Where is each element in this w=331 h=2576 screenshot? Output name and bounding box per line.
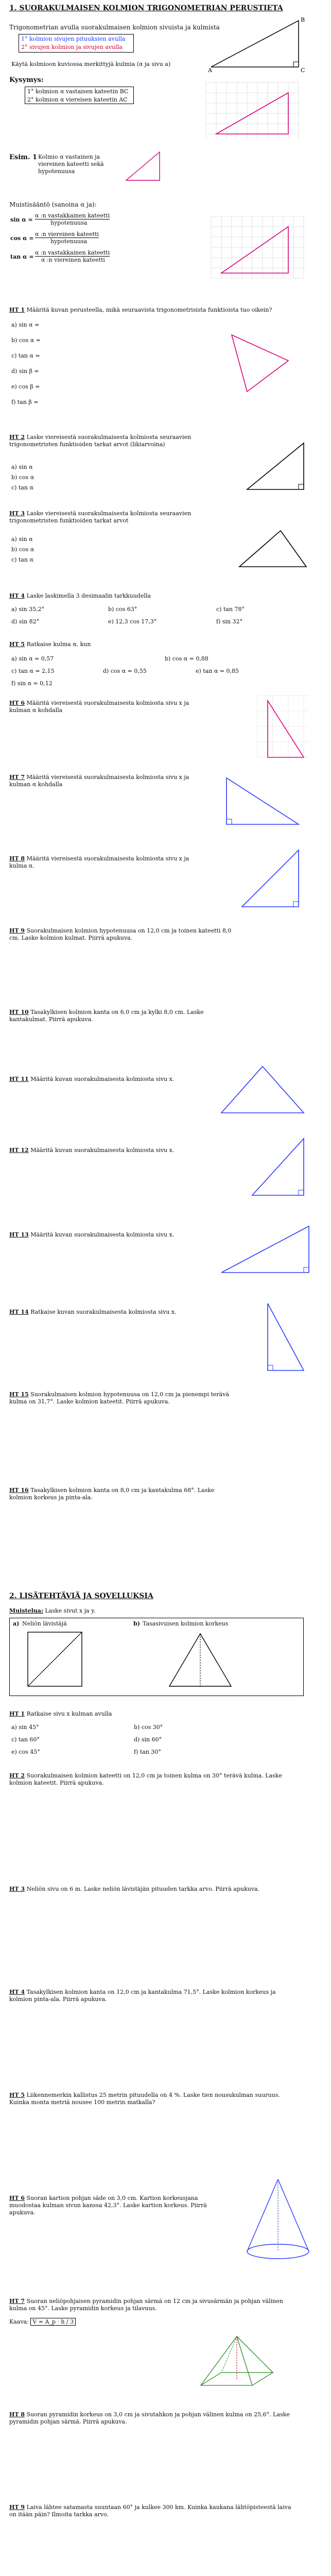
fig-a-label: a): [13, 1620, 20, 1627]
s2-task-5-text: Liikennemerkin kallistus 25 metrin pituudella on 4 %. Laske tien nousukulman suuruus. Kuinka monta metriä nousee 100 metrin matkalla?: [9, 2092, 280, 2106]
cos-numerator: α :n viereinen kateetti: [35, 231, 99, 238]
task-7-head: HT 7: [9, 774, 25, 781]
task-11-text: Määritä kuvan suorakulmaisesta kolmiosta sivu x.: [30, 1076, 175, 1082]
sin-label: sin α =: [10, 216, 33, 223]
task-14-triangle-figure: [257, 1298, 314, 1376]
task-15: [9, 1391, 236, 1405]
volume-formula-line: [9, 2318, 76, 2325]
task-10-text: Tasakylkisen kolmion kanta on 6,0 cm ja kylki 8,0 cm. Laske kantakulmat. Piirrä apukuva.: [9, 1009, 204, 1023]
task-2-item-b: b) cos α: [11, 474, 34, 481]
intro-box: [19, 34, 134, 53]
task-1-item-b: b) cos α =: [11, 337, 41, 344]
task-1-head: HT 1: [9, 307, 25, 313]
task-5: [9, 641, 91, 648]
muistelua-line: [9, 1607, 95, 1615]
s2-task-6-text: Suoran kartion pohjan säde on 3,0 cm. Kartion korkeusjana muodostaa kulman sivun kanssa 42,3°. Laske kartion korkeus. Piirrä apukuva.: [9, 2195, 207, 2216]
task-2-item-a: a) sin α: [11, 464, 33, 470]
kysymys-label: Kysymys:: [9, 76, 44, 84]
formula-block: [10, 212, 144, 269]
task-4-item-b: b) cos 63°: [108, 606, 137, 613]
task-14-text: Ratkaise kuvan suorakulmaisesta kolmiosta sivu x.: [30, 1309, 177, 1315]
task-8-text: Määritä viereisestä suorakulmaisesta kolmiosta sivu x ja kulma α.: [9, 855, 189, 869]
task-11-triangle-figure: [216, 1061, 314, 1118]
s2-task-6-head: HT 6: [9, 2195, 25, 2201]
task-6-head: HT 6: [9, 700, 25, 706]
task-2-triangle-figure: [242, 438, 314, 495]
esim-text: Kolmio α vastainen ja viereinen kateetti sekä hypotenuusa: [38, 154, 104, 175]
svg-text:B: B: [301, 16, 305, 23]
s2-task-1-item-e: e) cos 45°: [11, 1749, 40, 1755]
s2-task-1-item-b: b) cos 30°: [134, 1724, 163, 1731]
s2-task-4: [9, 1989, 298, 2003]
cone-figure: [242, 2174, 319, 2267]
task-15-text: Suorakulmaisen kolmion hypotenuusa on 12,0 cm ja pienempi terävä kulma on 31,7°. Laske kolmion kateetit. Piirrä apukuva.: [9, 1391, 230, 1405]
section-1-title: 1. SUORAKULMAISEN KOLMION TRIGONOMETRIAN PERUSTIETA: [9, 4, 283, 12]
task-5-item-f: f) sin α = 0,12: [11, 680, 53, 687]
note-line: Käytä kolmioon kuviossa merkittyjä kulmia (α ja sivu a): [11, 61, 171, 67]
task-4-item-f: f) sin 32°: [216, 618, 243, 625]
intro-box-line2: 2° sivujen kolmion ja sivujen avulla: [21, 43, 123, 50]
task-1-text: Määritä kuvan perusteella, mikä seuraavista trigonometrisista funktioista tuo oikein?: [26, 307, 272, 313]
cos-denominator: hypotenuusa: [50, 238, 88, 245]
task-14: [9, 1309, 205, 1316]
task-5-item-c: c) tan α = 2,15: [11, 668, 55, 674]
task-16: [9, 1487, 236, 1501]
task-5-item-a: a) sin α = 0,57: [11, 655, 54, 662]
task-12: [9, 1147, 205, 1154]
volume-formula-label: Kaava:: [9, 2318, 29, 2325]
task-12-head: HT 12: [9, 1147, 29, 1154]
task-4-item-c: c) tan 78°: [216, 606, 245, 613]
task-8: [9, 855, 205, 870]
tan-denominator: α :n viereinen kateetti: [41, 257, 105, 263]
task-16-text: Tasakylkisen kolmion kanta on 8,0 cm ja kantakulma 68°. Laske kolmion korkeus ja pinta-ala.: [9, 1487, 215, 1501]
s2-task-1-text: Ratkaise sivu x kulman avulla: [26, 1710, 112, 1717]
task-3-item-c: c) tan α: [11, 556, 33, 563]
s2-task-2-head: HT 2: [9, 1772, 25, 1779]
task-5-item-d: d) cos α = 0,55: [103, 668, 147, 674]
task-9-head: HT 9: [9, 927, 25, 934]
s2-task-9-text: Laiva lähtee satamasta suuntaan 60° ja kulkee 300 km. Kuinka kaukana lähtöpisteestä laiva on itään päin? Ilmoita tarkka arvo.: [9, 2504, 291, 2518]
s2-task-4-head: HT 4: [9, 1989, 25, 1995]
sin-denominator: hypotenuusa: [50, 219, 88, 226]
task-3-item-b: b) cos α: [11, 546, 34, 553]
volume-formula: V = A_p · h / 3: [30, 2318, 76, 2326]
pyramid-figure: [196, 2334, 283, 2396]
esim-triangle-figure: [124, 149, 165, 185]
task-2-head: HT 2: [9, 434, 25, 440]
task-2-item-c: c) tan α: [11, 484, 33, 491]
intro-box-line1: 1° kolmion sivujen pituuksien avulla: [21, 36, 126, 42]
fig-b-label: b): [133, 1620, 140, 1627]
s2-task-1-item-c: c) tan 60°: [11, 1736, 40, 1743]
svg-text:A: A: [208, 67, 212, 74]
s2-task-7-head: HT 7: [9, 2298, 25, 2304]
task-12-triangle-figure: [242, 1133, 314, 1200]
task-1-triangle-figure: [227, 330, 299, 397]
task-10-head: HT 10: [9, 1009, 29, 1015]
task-1-item-d: d) sin β =: [11, 368, 39, 375]
task-8-head: HT 8: [9, 855, 25, 862]
task-1-item-c: c) tan α =: [11, 352, 40, 359]
fig-a-caption: Neliön lävistäjä: [22, 1620, 67, 1627]
task-1-item-e: e) cos β =: [11, 383, 40, 390]
tan-label: tan α =: [10, 253, 34, 260]
s2-task-1-head: HT 1: [9, 1710, 25, 1717]
muistelua-text: Laske sivut x ja y.: [45, 1607, 96, 1614]
task-15-head: HT 15: [9, 1391, 29, 1398]
svg-text:C: C: [301, 67, 305, 74]
task-7: [9, 774, 205, 788]
task-8-triangle-figure: [232, 845, 309, 912]
task-14-head: HT 14: [9, 1309, 29, 1315]
s2-task-9-head: HT 9: [9, 2504, 25, 2511]
task-3-head: HT 3: [9, 510, 25, 517]
task-2: [9, 434, 236, 448]
task-13-head: HT 13: [9, 1231, 29, 1238]
fig-b-caption: Tasasivuisen kolmion korkeus: [143, 1620, 229, 1627]
tan-numerator: α :n vastakkainen kateetti: [35, 249, 110, 256]
s2-task-1-item-d: d) sin 60°: [134, 1736, 162, 1743]
task-11: [9, 1076, 205, 1083]
task-1: [9, 307, 272, 314]
muistelua-label: Muistelua:: [9, 1607, 43, 1614]
task-13-text: Määritä kuvan suorakulmaisesta kolmiosta sivu x.: [30, 1231, 175, 1238]
s2-task-1-item-f: f) tan 30°: [134, 1749, 161, 1755]
cos-label: cos α =: [10, 235, 34, 242]
task-10: [9, 1009, 236, 1023]
s2-task-6: [9, 2195, 225, 2216]
task-4-item-e: e) 12,3 cos 17,3°: [108, 618, 157, 625]
s2-task-5: [9, 2092, 298, 2106]
task-1-item-f: f) tan β =: [11, 399, 39, 405]
kysymys-box: [25, 87, 134, 104]
s2-task-3-head: HT 3: [9, 1886, 25, 1892]
task-6-text: Määritä viereisestä suorakulmaisesta kolmiosta sivu x ja kulman α kohdalla: [9, 700, 189, 714]
task-5-head: HT 5: [9, 641, 25, 648]
task-7-triangle-figure: [221, 773, 309, 829]
s2-task-1-item-a: a) sin 45°: [11, 1724, 39, 1731]
s2-task-3-text: Neliön sivu on 6 m. Laske neliön lävistäjän pituuden tarkka arvo. Piirrä apukuva.: [26, 1886, 260, 1892]
task-5-text: Ratkaise kulma α, kun: [26, 641, 91, 648]
task-4-text: Laske laskimella 3 desimaalin tarkkuudella: [26, 592, 151, 599]
section-2-title: 2. LISÄTEHTÄVIÄ JA SOVELLUKSIA: [9, 1592, 153, 1600]
muistelua-box: [9, 1618, 304, 1696]
s2-task-3: [9, 1886, 298, 1893]
task-13: [9, 1231, 205, 1239]
s2-task-8-head: HT 8: [9, 2411, 25, 2418]
s2-task-1: [9, 1710, 112, 1718]
sin-numerator: α :n vastakkainen kateetti: [35, 212, 110, 219]
task-3-item-a: a) sin α: [11, 536, 33, 543]
task-4-head: HT 4: [9, 592, 25, 599]
task-5-item-e: e) tan α = 0,85: [196, 668, 239, 674]
task-1-item-a: a) sin α =: [11, 321, 40, 328]
task-6-triangle-figure: [257, 696, 314, 768]
task-6: [9, 700, 195, 714]
muistisaanto-label: Muistisääntö (sanoina α ja):: [9, 201, 97, 208]
task-9: [9, 927, 236, 942]
s2-task-8-text: Suoran pyramidin korkeus on 3,0 cm ja sivutahkon ja pohjan välinen kulma on 25,6°. Laske pyramidin pohjan särmä. Piirrä apukuva.: [9, 2411, 290, 2425]
s2-task-9: [9, 2504, 298, 2518]
s2-task-2-text: Suorakulmaisen kolmion kateetti on 12,0 cm ja toinen kulma on 30° terävä kulma. Laske kolmion kateetit. Piirrä apukuva.: [9, 1772, 282, 1786]
intro-line: Trigonometrian avulla suorakulmaisen kolmion sivuista ja kulmista: [9, 24, 220, 31]
task-5-item-b: b) cos α = 0,88: [165, 655, 208, 662]
intro-triangle-figure: [206, 15, 309, 72]
s2-task-7-text: Suoran neliöpohjaisen pyramidin pohjan särmä on 12 cm ja sivusärmän ja pohjan välinen kulma on 45°. Laske pyramidin korkeus ja tilavuus.: [9, 2298, 283, 2312]
task-3-triangle-figure: [234, 526, 311, 572]
kysymys-grid-figure: [206, 82, 309, 144]
task-11-head: HT 11: [9, 1076, 29, 1082]
formula-grid-figure: [211, 216, 309, 283]
task-9-text: Suorakulmaisen kolmion hypotenuusa on 12,0 cm ja toinen kateetti 8,0 cm. Laske kolmion kulmat. Piirrä apukuva.: [9, 927, 232, 941]
task-2-text: Laske viereisestä suorakulmaisesta kolmiosta seuraavien trigonometristen funktioiden tarkat arvot (likiarvoina): [9, 434, 191, 448]
task-4-item-a: a) sin 35,2°: [11, 606, 45, 613]
s2-task-2: [9, 1772, 298, 1787]
task-3: [9, 510, 236, 524]
task-16-head: HT 16: [9, 1487, 29, 1494]
s2-task-5-head: HT 5: [9, 2092, 25, 2098]
task-4-item-d: d) sin 82°: [11, 618, 40, 625]
task-12-text: Määritä kuvan suorakulmaisesta kolmiosta sivu x.: [30, 1147, 175, 1154]
task-13-triangle-figure: [216, 1221, 314, 1278]
task-3-text: Laske viereisestä suorakulmaisesta kolmiosta seuraavien trigonometristen funktioiden tarkat arvot: [9, 510, 191, 524]
s2-task-8: [9, 2411, 298, 2426]
square-diagonal-figure: [25, 1630, 92, 1691]
task-4: [9, 592, 151, 600]
task-7-text: Määritä viereisestä suorakulmaisesta kolmiosta sivu x ja kulman α kohdalla: [9, 774, 189, 788]
esim-title: Esim. 1: [9, 154, 38, 161]
kysymys-line2: 2° kolmion α viereisen kateetin AC: [27, 96, 128, 103]
equilateral-triangle-figure: [164, 1630, 236, 1691]
s2-task-7: [9, 2298, 298, 2312]
s2-task-4-text: Tasakylkisen kolmion kanta on 12,0 cm ja kantakulma 71,5°. Laske kolmion korkeus ja kolmion pinta-ala. Piirrä apukuva.: [9, 1989, 276, 2003]
kysymys-line1: 1° kolmion α vastaisen kateetin BC: [27, 88, 129, 95]
